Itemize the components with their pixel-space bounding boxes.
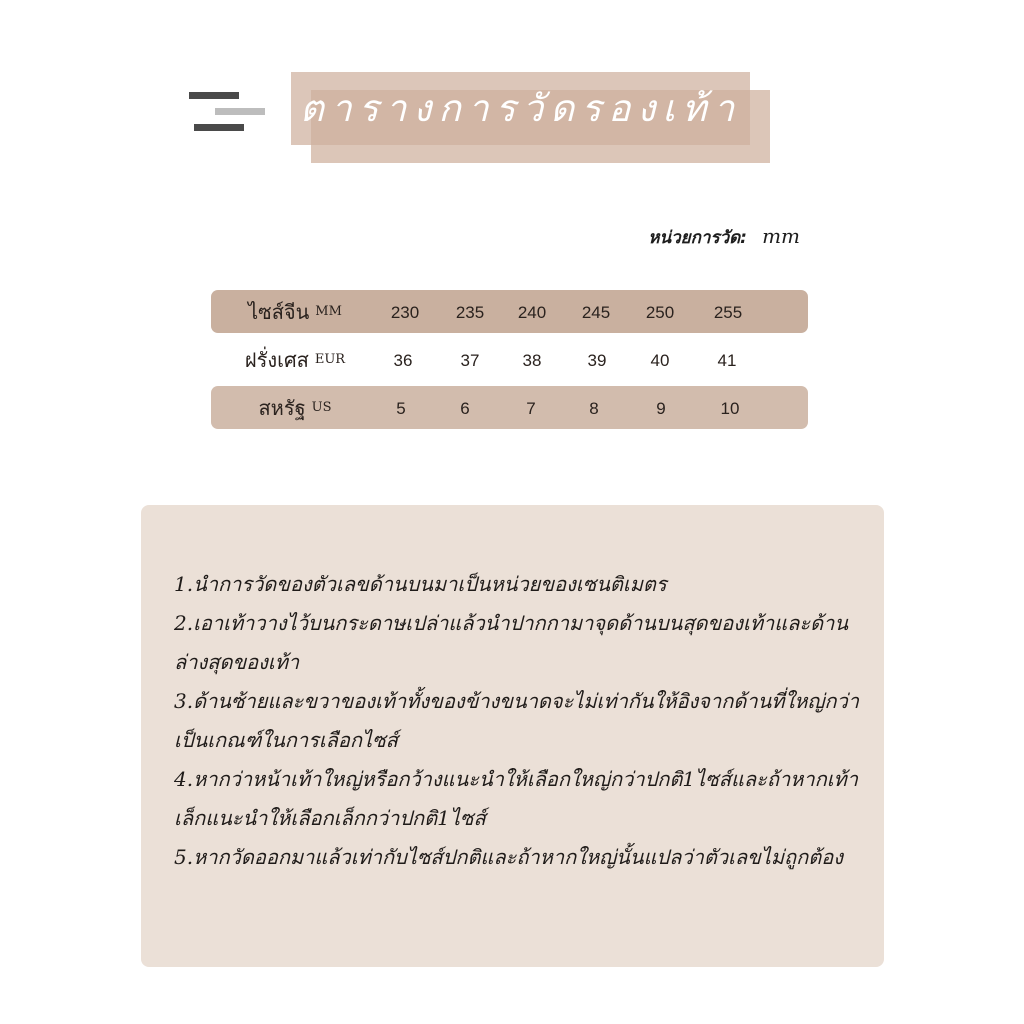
size-cell: 240 [517, 303, 547, 322]
size-cell: 40 [650, 351, 670, 370]
menu-bar-middle [215, 108, 265, 115]
size-cell: 36 [393, 351, 413, 370]
unit-label: หน่วยการวัด: [648, 228, 747, 248]
row-label-text: ไซส์จีน [248, 299, 310, 324]
instruction-item: 2.เอาเท้าวางไว้บนกระดาษเปล่าแล้วนำปากกามาจุดด้านบนสุดของเท้าและด้านล่างสุดของเท้า [174, 611, 849, 674]
size-row-china [211, 290, 808, 333]
hamburger-menu-icon [188, 92, 266, 136]
row-label-standard: US [311, 400, 332, 415]
instruction-item: 5.หากวัดออกมาแล้วเท่ากับไซส์ปกติและถ้าหากใหญ่นั้นแปลว่าตัวเลขไม่ถูกต้อง [174, 845, 844, 869]
row-label-text: ฝรั่งเศส [244, 347, 309, 372]
page-title: ตารางการวัดรองเท้า [299, 87, 742, 130]
size-cell: 250 [645, 303, 675, 322]
row-label [211, 386, 379, 429]
row-label-standard: EUR [314, 352, 346, 367]
size-table [211, 290, 808, 434]
size-cell: 38 [522, 351, 542, 370]
instructions-panel [141, 505, 884, 967]
size-row-eur [211, 338, 808, 381]
instructions-list [174, 565, 864, 877]
size-cell: 230 [390, 303, 420, 322]
menu-bar-bottom [194, 124, 244, 131]
menu-bar-top [189, 92, 239, 99]
size-cell: 10 [720, 399, 740, 418]
row-label [211, 338, 379, 381]
size-cell: 235 [455, 303, 485, 322]
size-cell: 9 [656, 399, 666, 418]
size-row-us [211, 386, 808, 429]
size-cell: 37 [460, 351, 480, 370]
unit-value: mm [762, 224, 800, 248]
instruction-item: 3.ด้านซ้ายและขวาของเท้าทั้งของข้างขนาดจะไม่เท่ากันให้อิงจากด้านที่ใหญ่กว่าเป็นเกณฑ์ในการเลือกไซส์ [174, 689, 859, 752]
row-label-text: สหรัฐ [258, 395, 306, 420]
size-cell: 255 [713, 303, 743, 322]
unit-row [560, 224, 800, 251]
row-label [211, 290, 379, 333]
size-cell: 7 [526, 399, 536, 418]
size-cell: 39 [587, 351, 607, 370]
size-cell: 41 [717, 351, 737, 370]
row-label-standard: MM [315, 304, 342, 319]
size-cell: 6 [460, 399, 470, 418]
size-cell: 245 [581, 303, 611, 322]
instruction-item: 1.นำการวัดของตัวเลขด้านบนมาเป็นหน่วยของเซนติเมตร [174, 572, 667, 596]
size-cell: 5 [396, 399, 406, 418]
size-cell: 8 [589, 399, 599, 418]
instruction-item: 4.หากว่าหน้าเท้าใหญ่หรือกว้างแนะนำให้เลือกใหญ่กว่าปกติ1ไซส์และถ้าหากเท้าเล็กแนะนำให้เลือกเล็กกว่าปกติ1ไซส์ [174, 767, 858, 830]
